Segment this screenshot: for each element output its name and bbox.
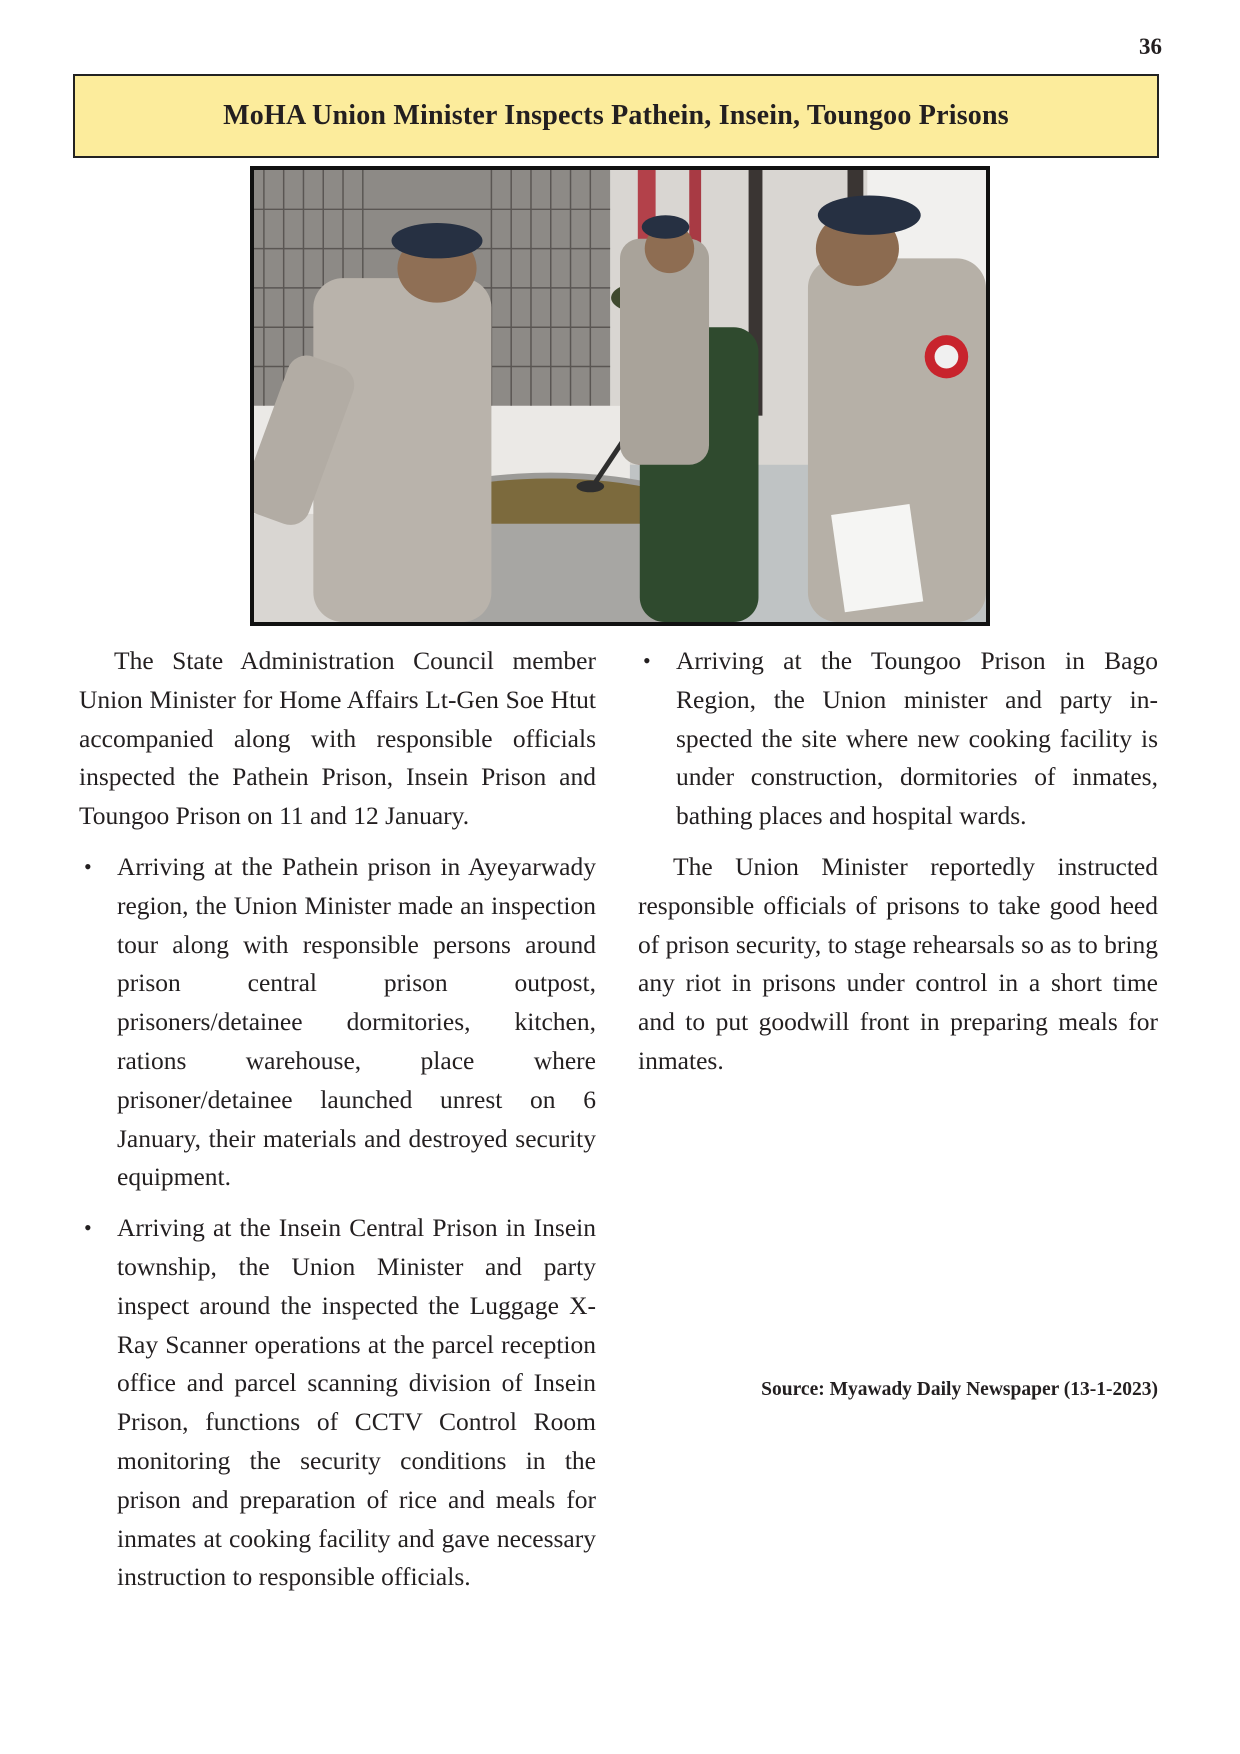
bullet-text: Arriving at the Pathein prison in Ayeyarwady region, the Union Minister made an inspection tour along with responsible persons around prison central prison outpost, prisoners/detainee dormitories, kitchen, rations warehouse, place where prisoner/detainee launched unrest on 6 January, their materials and destroyed security equipment. bbox=[117, 851, 596, 1192]
page-number: 36 bbox=[1139, 34, 1162, 59]
right-column bbox=[638, 642, 1158, 1093]
bullet-text: Arriving at the Insein Central Prison in Insein township, the Union Minister and party inspect around the inspected the Luggage X-Ray Scanner operations at the parcel reception office and parcel scanning division of Insein Prison, functions of CCTV Control Room monitoring the security conditions in the prison and preparation of rice and meals for inmates at cooking facility and gave necessary instruction to responsible officials. bbox=[117, 1213, 596, 1592]
bullet-item-toungoo bbox=[638, 642, 1158, 836]
bullet-item-pathein bbox=[79, 848, 596, 1197]
article-title: MoHA Union Minister Inspects Pathein, Insein, Toungoo Prisons bbox=[223, 100, 1009, 131]
bullet-text: Arriving at the Toungoo Prison in Bago Region, the Union minister and party inspected the site where new cooking facility is under construction, dormitories of inmates, bathing places and hospital wards. bbox=[676, 646, 1158, 831]
left-column bbox=[79, 642, 596, 1609]
article-title-box bbox=[73, 74, 1159, 158]
bullet-icon: • bbox=[84, 1215, 92, 1241]
source-citation: Source: Myawady Daily Newspaper (13-1-2023) bbox=[761, 1379, 1158, 1400]
bullet-item-insein bbox=[79, 1209, 596, 1597]
bullet-icon: • bbox=[84, 853, 92, 879]
inspection-photo bbox=[250, 166, 990, 626]
closing-paragraph: The Union Minister reportedly instructed responsible officials of prisons to take good heed of prison security, to stage rehearsals so as to bring any riot in prisons under control in a short time and to put goodwill front in preparing meals for inmates. bbox=[638, 851, 1158, 1075]
photo-illustration bbox=[254, 170, 986, 622]
intro-paragraph: The State Administration Council member Union Minister for Home Affairs Lt-Gen Soe Htut accompanied along with responsible officials inspected the Pathein Prison, Insein Prison and Toungoo Prison on 11 and 12 January. bbox=[79, 646, 596, 831]
bullet-icon: • bbox=[643, 648, 651, 673]
